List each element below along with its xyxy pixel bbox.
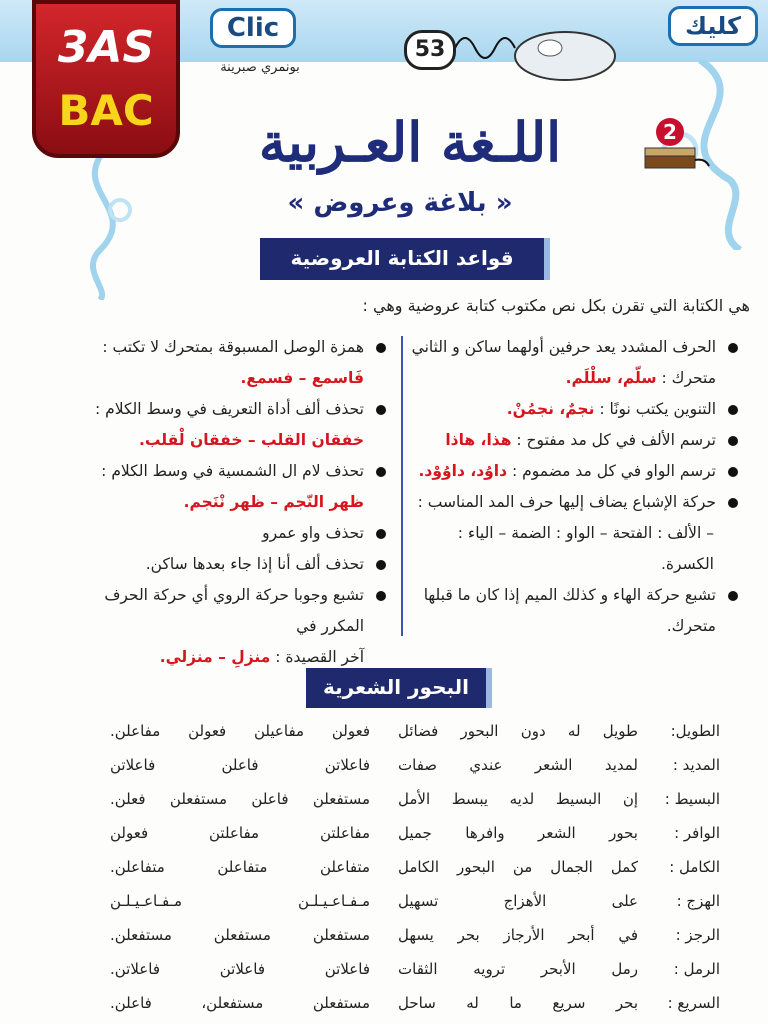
rule-example: نجمٌ، نجمُنْ. (506, 400, 595, 418)
meter-verse: كمل الجمال من البحور الكامل (398, 858, 638, 876)
table-row (60, 748, 720, 782)
list-item (80, 549, 386, 580)
table-row (60, 782, 720, 816)
bullet-icon (376, 591, 386, 601)
list-item (80, 518, 386, 549)
meter-verse: لمديد الشعر عندي صفات (398, 756, 638, 774)
page-subtitle: « بلاغة وعروض » (287, 188, 513, 218)
list-item (80, 332, 386, 394)
section-intro: هي الكتابة التي تقرن بكل نص مكتوب كتابة عروضية وهي : (362, 296, 750, 315)
meter-name: الوافر : (674, 824, 720, 842)
bullet-icon (728, 498, 738, 508)
meter-name: المديد : (672, 756, 720, 774)
rules-column-right (410, 332, 738, 642)
bullet-icon (376, 343, 386, 353)
list-item (80, 394, 386, 456)
clic-label: Clic (210, 8, 296, 48)
bullet-icon (728, 405, 738, 415)
rule-example: خفقان القلب – خفقان لْقلب. (138, 431, 364, 449)
badge-line1: 3AS (57, 22, 155, 73)
meter-feet: مستفعلن مستفعلن مستفعلن. (110, 926, 370, 944)
rule-text: ترسم الألف في كل مد مفتوح : (516, 431, 716, 449)
meter-name: الرمل : (673, 960, 720, 978)
rule-text: تحذف ألف أنا إذا جاء بعدها ساكن. (145, 555, 364, 573)
bullet-icon (376, 560, 386, 570)
page-title: اللـغة العـربية (258, 110, 562, 174)
rule-example: هذا، هاذا (445, 431, 512, 449)
table-row (60, 918, 720, 952)
list-item (410, 487, 738, 518)
bullet-icon (728, 343, 738, 353)
rule-text: التنوين يكتب نونًا : (599, 400, 716, 418)
book-icon (640, 140, 710, 180)
meter-feet: فاعلاتن فاعلن فاعلاتن (110, 756, 370, 774)
rule-text: الحرف المشدد يعد حرفين أولهما ساكن و الثاني (411, 338, 716, 356)
bullet-icon (728, 467, 738, 477)
grade-badge (32, 0, 180, 158)
bullet-icon (728, 591, 738, 601)
meter-name: الكامل : (669, 858, 720, 876)
table-row (60, 850, 720, 884)
bullet-icon (728, 436, 738, 446)
list-item (80, 580, 386, 673)
rule-subnote: – الألف : الفتحة – الواو : الضمة – الياء : الكسرة. (457, 524, 714, 573)
meter-verse: إن البسيط لديه يبسط الأمل (398, 790, 638, 808)
meter-feet: مـفـاعـيـلـن مـفـاعـيـلـن (110, 892, 370, 910)
rules-column-left (80, 332, 386, 673)
rule-text: تحذف واو عمرو (262, 524, 364, 542)
rule-example: منزلِ – منزلي. (159, 648, 271, 666)
table-row (60, 986, 720, 1020)
rule-text-cont: متحرك. (666, 617, 716, 635)
issue-number: 53 (404, 30, 456, 70)
list-item (410, 394, 738, 425)
meter-feet: مستفعلن مستفعلن، فاعلن. (110, 994, 370, 1012)
clic-label-arabic: كليك (668, 6, 758, 46)
meter-verse: في أبحر الأرجاز بحر يسهل (398, 926, 638, 944)
meter-verse: بحر سريع ما له ساحل (398, 994, 638, 1012)
meter-verse: رمل الأبحر ترويه الثقات (398, 960, 638, 978)
meter-name: البسيط : (664, 790, 720, 808)
rule-example: ظهر النّجم – ظهر نْنَجم. (183, 493, 364, 511)
table-row (60, 816, 720, 850)
meter-name: الرجز : (675, 926, 720, 944)
badge-line2: BAC (58, 86, 154, 135)
table-row (60, 952, 720, 986)
section-heading-writing-rules: قواعد الكتابة العروضية (260, 238, 550, 280)
meter-verse: على الأهزاج تسهيل (398, 892, 638, 910)
meter-name: الهزج : (676, 892, 720, 910)
meter-verse: بحور الشعر وافرها جميل (398, 824, 638, 842)
meters-table (60, 714, 720, 1020)
rule-text: تشبع حركة الهاء و كذلك الميم إذا كان ما قبلها (423, 586, 716, 604)
rule-text: تشبع وجوبا حركة الروي أي حركة الحرف المكرر في (104, 586, 364, 635)
decorative-swirl-left (60, 150, 150, 300)
meter-name: السريع : (667, 994, 720, 1012)
unit-number: 2 (656, 118, 684, 146)
list-item (410, 332, 738, 394)
rule-text: تحذف ألف أداة التعريف في وسط الكلام : (95, 400, 364, 418)
list-item (410, 456, 738, 487)
section-heading-poetic-meters: البحور الشعرية (306, 668, 492, 708)
meter-feet: فعولن مفاعيلن فعولن مفاعلن. (110, 722, 370, 740)
author-name: بونمري صبرينة (220, 60, 300, 75)
table-row (60, 884, 720, 918)
rule-text: ترسم الواو في كل مد مضموم : (512, 462, 716, 480)
rule-text-cont: متحرك : (661, 369, 716, 387)
bullet-icon (376, 529, 386, 539)
list-item (410, 425, 738, 456)
list-item (80, 456, 386, 518)
meter-feet: فاعلاتن فاعلاتن فاعلاتن. (110, 960, 370, 978)
rule-example: سلّم، سلْلَم. (565, 369, 657, 387)
list-item (410, 580, 738, 642)
rule-text: حركة الإشباع يضاف إليها حرف المد المناسب : (417, 493, 716, 511)
bullet-icon (376, 405, 386, 415)
table-row (60, 714, 720, 748)
rule-text: تحذف لام ال الشمسية في وسط الكلام : (101, 462, 364, 480)
meter-feet: مفاعلتن مفاعلتن فعولن (110, 824, 370, 842)
meter-feet: متفاعلن متفاعلن متفاعلن. (110, 858, 370, 876)
column-divider (401, 336, 403, 636)
rule-text-cont: آخر القصيدة : (275, 648, 364, 666)
meter-feet: مستفعلن فاعلن مستفعلن فعلن. (110, 790, 370, 808)
meter-name: الطويل: (670, 722, 720, 740)
rule-example: فَاسمع – فسمع. (240, 369, 364, 387)
bullet-icon (376, 467, 386, 477)
mouse-icon (455, 18, 625, 98)
rule-example: داوُد، داوُوْد. (418, 462, 508, 480)
rule-text: همزة الوصل المسبوقة بمتحرك لا تكتب : (102, 338, 364, 356)
meter-verse: طويل له دون البحور فضائل (398, 722, 638, 740)
